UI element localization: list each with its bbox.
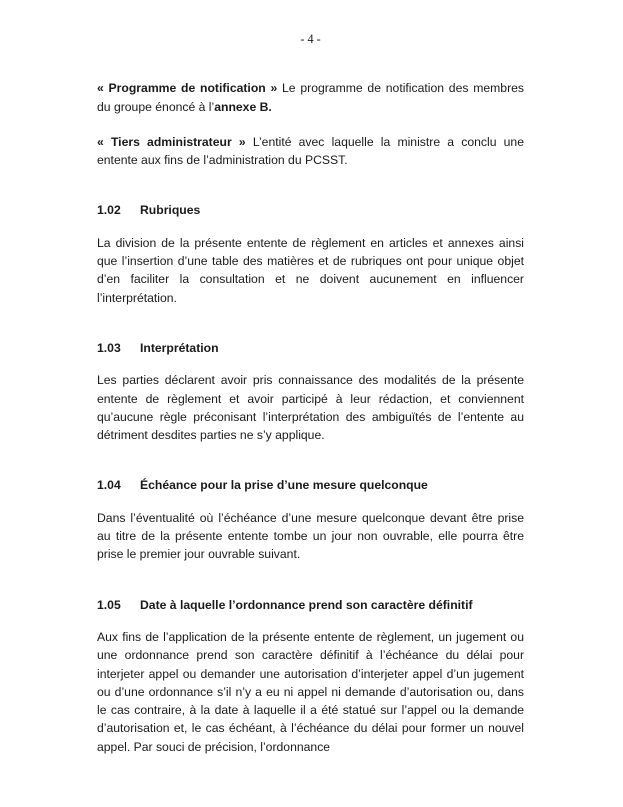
section-number: 1.02 — [97, 203, 121, 218]
definition-text: Le programme de notification des membres du groupe énoncé à l’ — [97, 81, 525, 114]
definition-bold-reference: annexe B. — [214, 99, 272, 114]
section-body-1-04: Dans l’éventualité où l’échéance d’une mesure quelconque devant être prise au titre de la présente entente tombe un jour non ouvrable, elle pourra être prise le premier jour ouvrable suivant. — [97, 510, 524, 562]
section-heading-1-03 — [97, 339, 524, 357]
section-number: 1.04 — [97, 478, 121, 493]
section-title: Interprétation — [140, 340, 219, 355]
section-heading-1-02 — [97, 201, 524, 219]
section-title: Date à laquelle l’ordonnance prend son caractère définitif — [140, 597, 473, 612]
section-heading-1-04 — [97, 476, 524, 494]
section-title: Échéance pour la prise d’une mesure quelconque — [140, 478, 428, 493]
defined-term: « Tiers administrateur » — [97, 134, 246, 149]
defined-term: « Programme de notification » — [97, 81, 278, 96]
section-heading-1-05 — [97, 596, 524, 614]
section-body-1-03: Les parties déclarent avoir pris connaissance des modalités de la présente entente de règlement et avoir participé à leur rédaction, et conviennent qu’aucune règle préconisant l’interprétation des ambiguïtés de l’entente au détriment desdites parties ne s’y applique. — [97, 373, 524, 443]
section-body-1-05: Aux fins de l’application de la présente entente de règlement, un jugement ou une ordonnance prend son caractère définitif à l’échéance du délai pour interjeter appel ou demander une autorisation d’interjeter appel d’un jugement ou d’une ordonnance s’il n’y a eu ni appel ni demande d’autorisation ou, dans le cas contraire, à la date à laquelle il a été statué sur l’appel ou la demande d’autorisation et, le cas échéant, à l’échéance du délai pour former un nouvel appel. Par souci de précision, l’ordonnance — [97, 629, 524, 754]
definition-tiers-administrateur — [97, 133, 524, 170]
definition-text: L’entité avec laquelle la ministre a conclu une entente aux fins de l’administration du PCSST. — [97, 134, 524, 168]
definition-programme-de-notification — [97, 79, 524, 116]
page-number: - 4 - — [300, 32, 321, 46]
section-body-1-02: La division de la présente entente de règlement en articles et annexes ainsi que l’insertion d’une table des matières et de rubriques ont pour unique objet d’en faciliter la consultation et ne doivent aucunement en influencer l’interprétation. — [97, 235, 524, 305]
section-number: 1.03 — [97, 340, 121, 355]
section-number: 1.05 — [97, 597, 121, 612]
section-title: Rubriques — [140, 203, 201, 218]
